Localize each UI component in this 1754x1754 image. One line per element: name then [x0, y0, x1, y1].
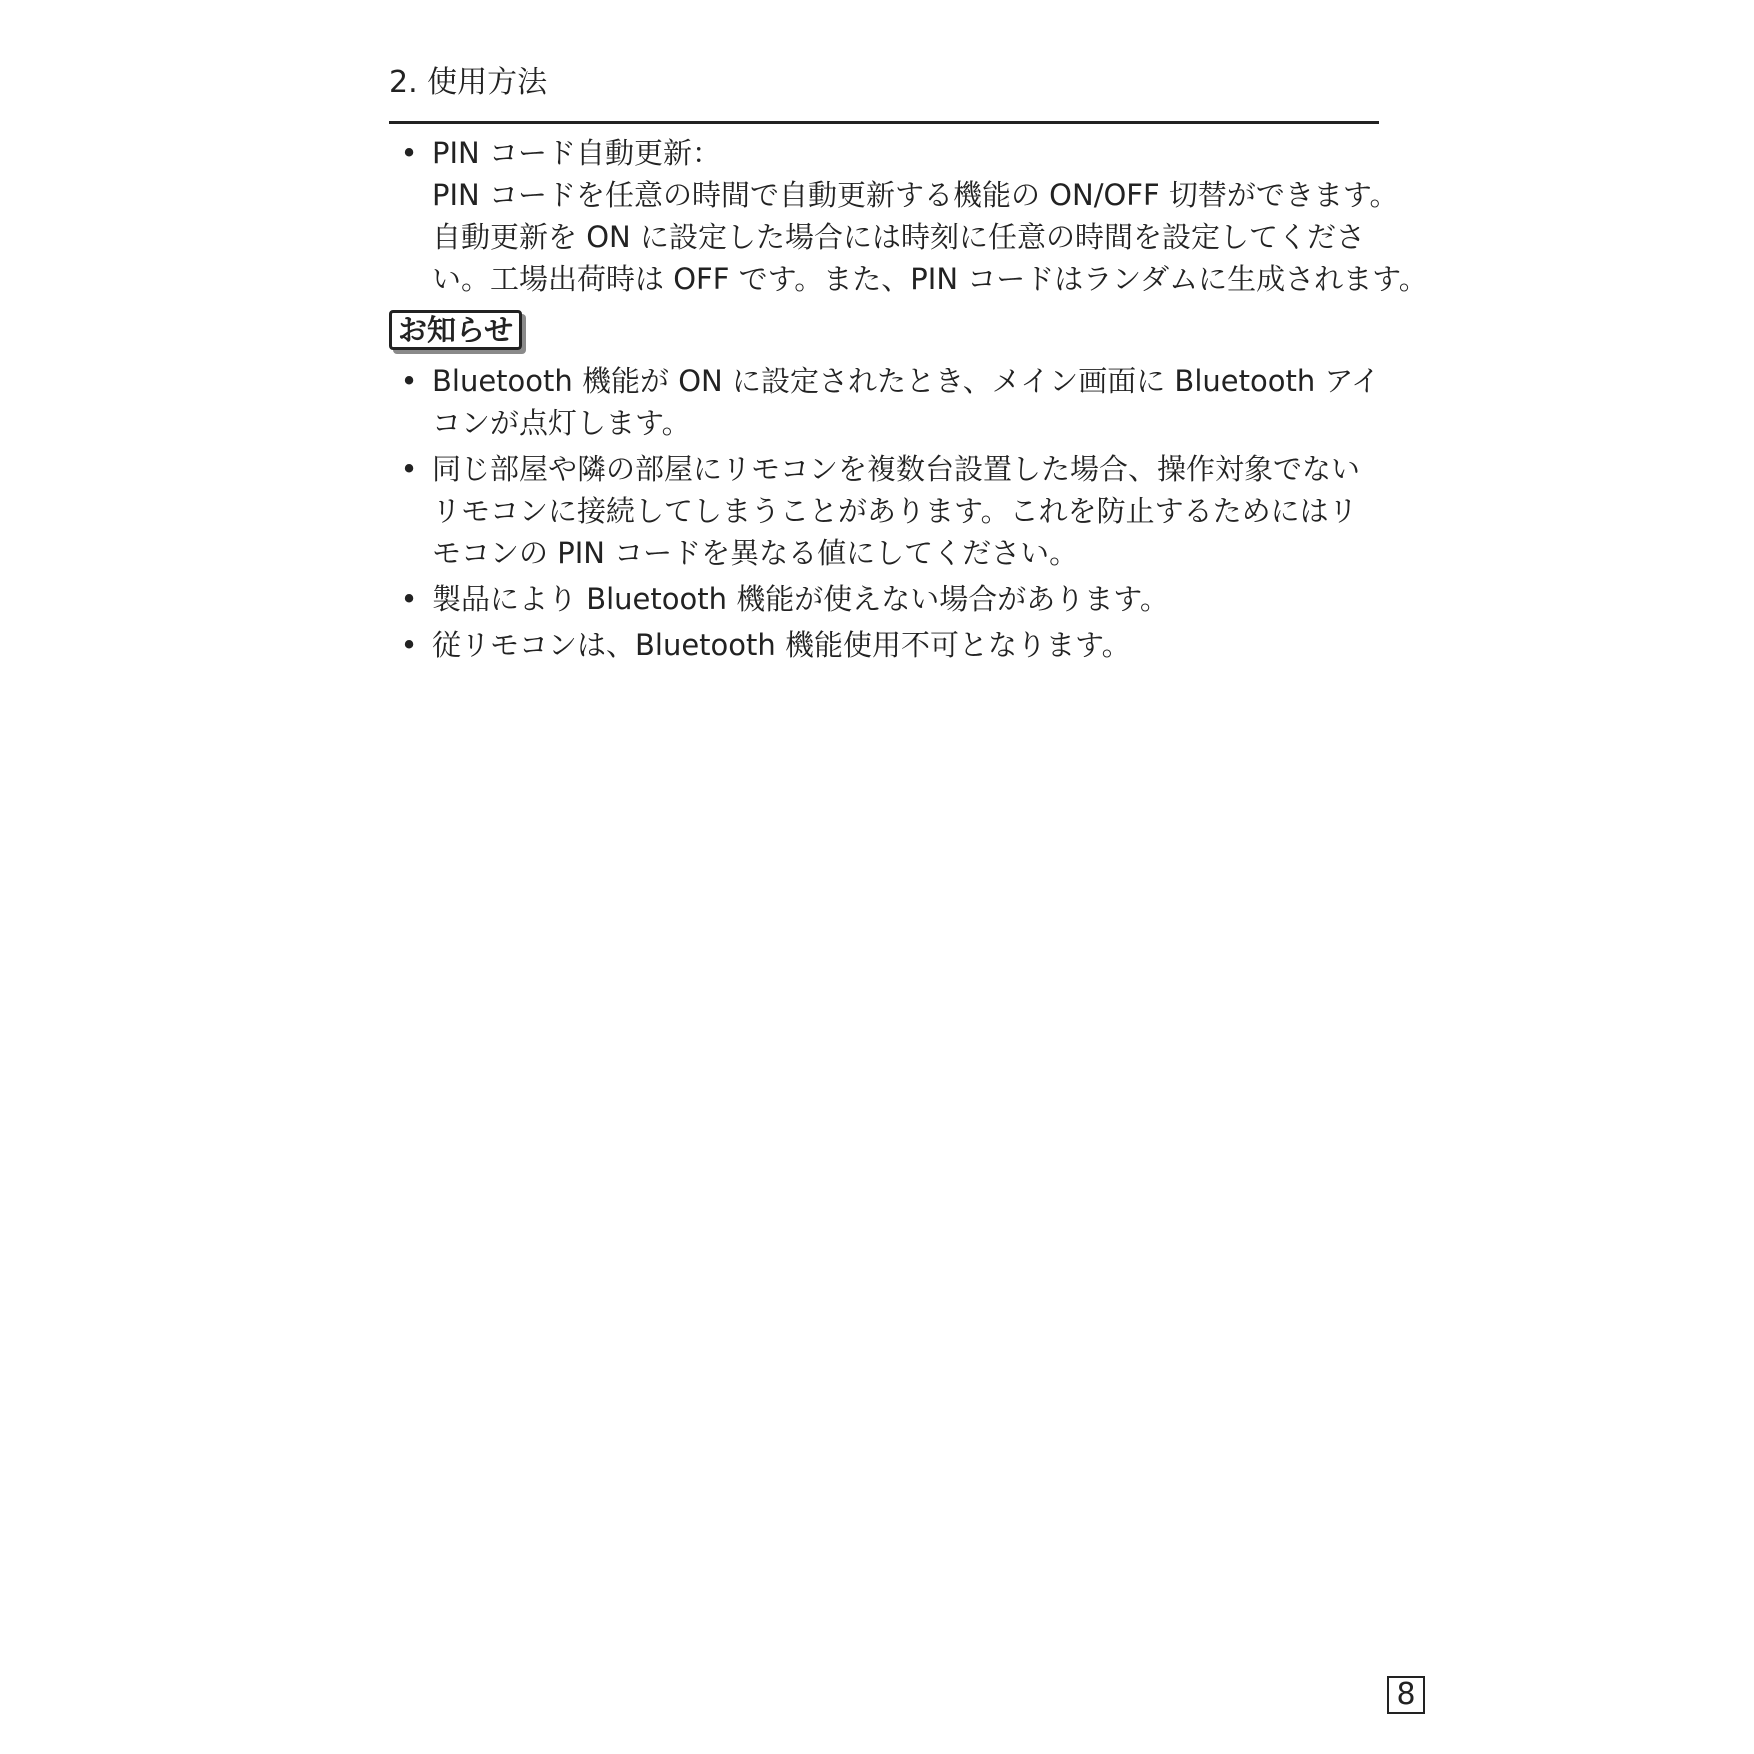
pin-auto-update-line: 自動更新を ON に設定した場合には時刻に任意の時間を設定してくださ: [432, 220, 1365, 254]
notice-item: [389, 624, 1379, 666]
bullet-icon: •: [400, 628, 418, 662]
notice-item-line: 製品により Bluetooth 機能が使えない場合があります。: [432, 582, 1169, 616]
notice-list: [389, 360, 1379, 666]
notice-item-line: モコンの PIN コードを異なる値にしてください。: [432, 536, 1079, 570]
notice-item-line: コンが点灯します。: [432, 406, 691, 440]
pin-auto-update-item: [389, 132, 1428, 300]
pin-auto-update-heading: PIN コード自動更新：: [432, 136, 721, 170]
notice-item-line: 従リモコンは、Bluetooth 機能使用不可となります。: [432, 628, 1131, 662]
bullet-icon: •: [400, 136, 418, 170]
pin-auto-update-line: い。工場出荷時は OFF です。また、PIN コードはランダムに生成されます。: [432, 262, 1428, 296]
notice-item-line: リモコンに接続してしまうことがあります。これを防止するためにはリ: [432, 494, 1358, 528]
page-content: [389, 132, 1428, 670]
bullet-icon: •: [400, 452, 418, 486]
pin-auto-update-line: PIN コードを任意の時間で自動更新する機能の ON/OFF 切替ができます。: [432, 178, 1399, 212]
notice-item-line: 同じ部屋や隣の部屋にリモコンを複数台設置した場合、操作対象でない: [432, 452, 1361, 486]
notice-item: [389, 578, 1379, 620]
section-header: [389, 62, 1379, 124]
bullet-icon: •: [400, 582, 418, 616]
notice-item: [389, 360, 1379, 444]
section-title: 2. 使用方法: [389, 65, 548, 100]
bullet-icon: •: [400, 364, 418, 398]
page-number: 8: [1387, 1676, 1425, 1714]
notice-item-line: Bluetooth 機能が ON に設定されたとき、メイン画面に Bluetooth アイ: [432, 364, 1380, 398]
notice-item: [389, 448, 1379, 574]
notice-label: お知らせ: [389, 310, 522, 350]
